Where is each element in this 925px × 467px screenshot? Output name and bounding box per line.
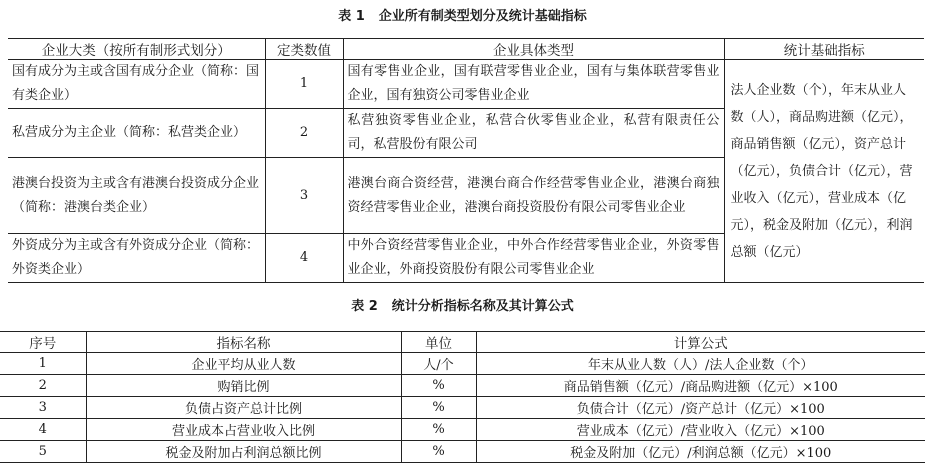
types-cell: 中外合资经营零售业企业，中外合作经营零售业企业，外资零售业企业，外商投资股份有限公司零售业企业 xyxy=(343,234,724,283)
name-cell: 企业平均从业人数 xyxy=(86,353,401,375)
unit-cell: 人/个 xyxy=(401,353,476,375)
category-cell: 外资成分为主或含有外资成分企业（简称：外资类企业） xyxy=(8,234,265,283)
formula-cell: 年末从业人数（人）/法人企业数（个） xyxy=(476,353,925,375)
formula-cell: 营业成本（亿元）/营业收入（亿元）×100 xyxy=(476,419,925,441)
no-cell: 4 xyxy=(0,419,86,441)
category-cell: 国有成分为主或含国有成分企业（简称：国有类企业） xyxy=(8,60,265,109)
name-cell: 税金及附加占利润总额比例 xyxy=(86,441,401,463)
formula-cell: 商品销售额（亿元）/商品购进额（亿元）×100 xyxy=(476,375,925,397)
stats-cell: 法人企业数（个），年末从业人数（人），商品购进额（亿元），商品销售额（亿元），资产总计（亿元），负债合计（亿元），营业收入（亿元），营业成本（亿元），税金及附加（亿元），利润总额（亿元） xyxy=(724,60,924,283)
unit-cell: % xyxy=(401,419,476,441)
name-cell: 购销比例 xyxy=(86,375,401,397)
table1-title: 企业所有制类型划分及统计基础指标 xyxy=(378,9,587,24)
header-no: 序号 xyxy=(0,332,86,353)
no-cell: 5 xyxy=(0,441,86,463)
formula-cell: 税金及附加（亿元）/利润总额（亿元）×100 xyxy=(476,441,925,463)
no-cell: 1 xyxy=(0,353,86,375)
table-row xyxy=(0,441,925,463)
ownership-table xyxy=(8,38,924,283)
table2-header-row xyxy=(0,332,925,353)
table2-number: 表 2 xyxy=(351,299,378,314)
unit-cell: % xyxy=(401,441,476,463)
header-formula: 计算公式 xyxy=(476,332,925,353)
table1-header-row xyxy=(8,39,924,60)
table2-caption xyxy=(0,298,925,316)
no-cell: 3 xyxy=(0,397,86,419)
table-row xyxy=(0,397,925,419)
table-row xyxy=(0,375,925,397)
table-row xyxy=(0,353,925,375)
header-value: 定类数值 xyxy=(265,39,343,60)
name-cell: 负债占资产总计比例 xyxy=(86,397,401,419)
types-cell: 港澳台商合资经营，港澳台商合作经营零售业企业，港澳台商独资经营零售业企业，港澳台商投资股份有限公司零售业企业 xyxy=(343,158,724,234)
indicator-table xyxy=(0,331,925,463)
header-category: 企业大类（按所有制形式划分） xyxy=(8,39,265,60)
value-cell: 2 xyxy=(265,109,343,158)
header-stats: 统计基础指标 xyxy=(724,39,924,60)
types-cell: 国有零售业企业，国有联营零售业企业，国有与集体联营零售业企业，国有独资公司零售业企业 xyxy=(343,60,724,109)
value-cell: 4 xyxy=(265,234,343,283)
unit-cell: % xyxy=(401,375,476,397)
formula-cell: 负债合计（亿元）/资产总计（亿元）×100 xyxy=(476,397,925,419)
table1-caption xyxy=(0,8,925,26)
types-cell: 私营独资零售业企业，私营合伙零售业企业，私营有限责任公司，私营股份有限公司 xyxy=(343,109,724,158)
header-name: 指标名称 xyxy=(86,332,401,353)
header-unit: 单位 xyxy=(401,332,476,353)
value-cell: 1 xyxy=(265,60,343,109)
table1-number: 表 1 xyxy=(338,9,365,24)
category-cell: 私营成分为主企业（简称：私营类企业） xyxy=(8,109,265,158)
table-row xyxy=(8,60,924,109)
value-cell: 3 xyxy=(265,158,343,234)
category-cell: 港澳台投资为主或含有港澳台投资成分企业（简称：港澳台类企业） xyxy=(8,158,265,234)
table2-title: 统计分析指标名称及其计算公式 xyxy=(391,299,574,314)
unit-cell: % xyxy=(401,397,476,419)
no-cell: 2 xyxy=(0,375,86,397)
table-row xyxy=(0,419,925,441)
header-types: 企业具体类型 xyxy=(343,39,724,60)
name-cell: 营业成本占营业收入比例 xyxy=(86,419,401,441)
